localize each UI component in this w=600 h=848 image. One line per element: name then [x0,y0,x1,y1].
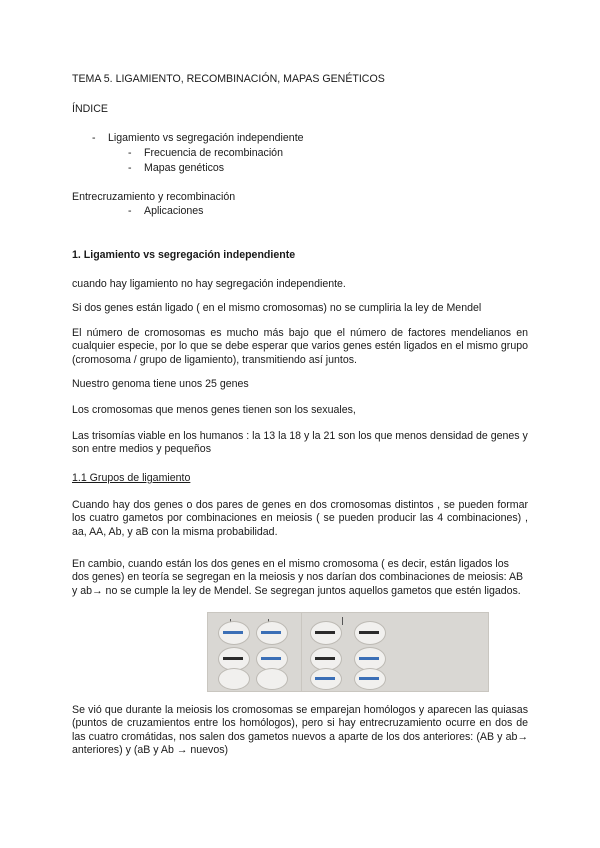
section-1-1-paragraph: En cambio, cuando están los dos genes en el mismo cromosoma ( es decir, están ligados los dos genes) en teoría se segregan en la meiosis y nos darían dos combinaciones de meiosis: AB y ab→ no se cumple la ley de Mendel. Se segregan juntos aquellos gametos que estén ligados. [72,558,524,597]
index-subitem-2: Mapas genéticos [144,162,225,174]
bullet-dash: - [128,147,132,159]
index-subitem-1: Frecuencia de recombinación [144,147,283,159]
section-1-paragraph: Los cromosomas que menos genes tienen son los sexuales, [72,404,356,416]
section-1-paragraph: El número de cromosomas es mucho más bajo que el número de factores mendelianos en cualquier especie, por lo que se debe esperar que varios genes estén ligados en el mismo grupo (cromosoma / grupo de ligamiento), transmitiendo así juntos. [72,327,528,366]
section-1-1-paragraph: Cuando hay dos genes o dos pares de genes en dos cromosomas distintos , se pueden formar los cuatro gametos por combinaciones en meiosis ( se pueden producir las 4 combinaciones) , aa, AA, Ab, y aB con la misma probabilidad. [72,499,528,538]
meiosis-linked-figure [301,612,489,692]
index-item-1: Ligamiento vs segregación independiente [108,132,304,144]
section-1-paragraph: Nuestro genoma tiene unos 25 genes [72,378,249,390]
bullet-dash: - [128,162,132,174]
section-1-paragraph: Las trisomías viable en los humanos : la 13 la 18 y la 21 son los que menos densidad de genes y son entre medios y pequeños [72,430,528,456]
section-1-paragraph: cuando hay ligamiento no hay segregación independiente. [72,278,346,290]
index-heading: ÍNDICE [72,103,108,115]
bullet-dash: - [128,205,132,217]
document-title: TEMA 5. LIGAMIENTO, RECOMBINACIÓN, MAPAS GENÉTICOS [72,73,385,85]
bullet-dash: - [92,132,96,144]
section-1-paragraph: Si dos genes están ligado ( en el mismo cromosomas) no se cumpliria la ley de Mendel [72,302,482,314]
section-1-1-paragraph: Se vió que durante la meiosis los cromosomas se emparejan homólogos y aparecen las quiasas (puntos de cruzamientos entre los homólogos), pero si hay entrecruzamiento ocurre en dos de las cuatro cromátidas, nos salen dos gametos nuevos a aparte de los dos anteriores: (AB y ab→ anteriores) y (aB y Ab → nuevos) [72,704,528,757]
index-item-2: Entrecruzamiento y recombinación [72,191,236,203]
section-1-1-heading: 1.1 Grupos de ligamiento [72,472,191,484]
section-1-heading: 1. Ligamiento vs segregación independiente [72,249,296,261]
index-subitem-3: Aplicaciones [144,205,204,217]
